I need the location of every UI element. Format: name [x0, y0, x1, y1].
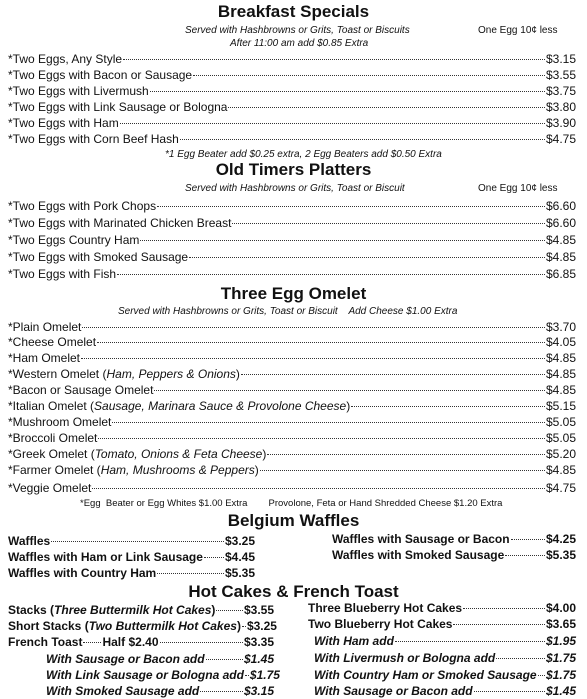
- menu-item: Stacks (Three Buttermilk Hot Cakes) $3.55: [8, 603, 274, 617]
- old-timers-served-note: Served with Hashbrowns or Grits, Toast or Biscuit: [185, 183, 405, 194]
- menu-item: Short Stacks (Two Buttermilk Hot Cakes) $3.25: [8, 619, 277, 633]
- menu-item: *Broccoli Omelet $5.05: [8, 431, 576, 445]
- menu-item: *Two Eggs with Ham $3.90: [8, 116, 576, 130]
- breakfast-footnote: *1 Egg Beater add $0.25 extra, 2 Egg Beaters add $0.50 Extra: [165, 149, 442, 160]
- hotcakes-title: Hot Cakes & French Toast: [188, 582, 399, 601]
- menu-item: *Two Eggs with Link Sausage or Bologna $3.80: [8, 100, 576, 114]
- menu-item: *Plain Omelet $3.70: [8, 320, 576, 334]
- menu-item: Two Blueberry Hot Cakes $3.65: [308, 617, 576, 631]
- menu-item: *Ham Omelet $4.85: [8, 351, 576, 365]
- menu-item: French Toast Half $2.40 $3.35: [8, 635, 274, 649]
- omelet-footnote: *Egg Beater or Egg Whites $1.00 Extra Provolone, Feta or Hand Shredded Cheese $1.20 Extra: [80, 498, 503, 509]
- menu-item: *Italian Omelet (Sausage, Marinara Sauce & Provolone Cheese) $5.15: [8, 399, 576, 413]
- menu-item: *Western Omelet (Ham, Peppers & Onions) $4.85: [8, 367, 576, 381]
- menu-item: *Two Eggs with Marinated Chicken Breast $6.60: [8, 216, 576, 230]
- menu-item: *Bacon or Sausage Omelet $4.85: [8, 383, 576, 397]
- menu-item: *Two Eggs Country Ham $4.85: [8, 233, 576, 247]
- menu-item: With Sausage or Bacon add $1.45: [314, 684, 576, 698]
- menu-item: *Mushroom Omelet $5.05: [8, 415, 576, 429]
- menu-item: With Country Ham or Smoked Sausage $1.75: [314, 668, 576, 682]
- menu-item: Waffles $3.25: [8, 534, 255, 548]
- menu-item: With Link Sausage or Bologna add $1.75: [46, 668, 280, 682]
- menu-item: With Ham add $1.95: [314, 634, 576, 648]
- waffles-title: Belgium Waffles: [227, 511, 360, 530]
- menu-item: *Two Eggs with Livermush $3.75: [8, 84, 576, 98]
- omelet-title: Three Egg Omelet: [220, 284, 367, 303]
- menu-item: *Two Eggs with Fish $6.85: [8, 267, 576, 281]
- menu-item: Three Blueberry Hot Cakes $4.00: [308, 601, 576, 615]
- menu-item: *Two Eggs, Any Style $3.15: [8, 52, 576, 66]
- breakfast-title: Breakfast Specials: [217, 2, 370, 21]
- menu-item: Waffles with Country Ham $5.35: [8, 566, 255, 580]
- omelet-served-note: Served with Hashbrowns or Grits, Toast or Biscuit Add Cheese $1.00 Extra: [118, 306, 458, 317]
- breakfast-after-11-note: After 11:00 am add $0.85 Extra: [230, 38, 369, 49]
- menu-item: With Livermush or Bologna add $1.75: [314, 651, 576, 665]
- menu-item: *Greek Omelet (Tomato, Onions & Feta Cheese) $5.20: [8, 447, 576, 461]
- menu-item: Waffles with Sausage or Bacon $4.25: [332, 532, 576, 546]
- menu-item: With Sausage or Bacon add $1.45: [46, 652, 274, 666]
- menu-item: *Two Eggs with Pork Chops $6.60: [8, 199, 576, 213]
- old-timers-title: Old Timers Platters: [215, 160, 372, 179]
- menu-item: Waffles with Smoked Sausage $5.35: [332, 548, 576, 562]
- menu-item: *Two Eggs with Smoked Sausage $4.85: [8, 250, 576, 264]
- menu-item: *Two Eggs with Corn Beef Hash $4.75: [8, 132, 576, 146]
- menu-item: *Two Eggs with Bacon or Sausage $3.55: [8, 68, 576, 82]
- old-timers-one-egg-note: One Egg 10¢ less: [478, 183, 558, 194]
- breakfast-served-note: Served with Hashbrowns or Grits, Toast or Biscuits: [185, 25, 410, 36]
- menu-item: Waffles with Ham or Link Sausage $4.45: [8, 550, 255, 564]
- menu-item: *Cheese Omelet $4.05: [8, 335, 576, 349]
- menu-item: *Farmer Omelet (Ham, Mushrooms & Peppers) $4.85: [8, 463, 576, 477]
- breakfast-one-egg-note: One Egg 10¢ less: [478, 25, 558, 36]
- menu-item: *Veggie Omelet $4.75: [8, 481, 576, 495]
- menu-item: With Smoked Sausage add $3.15: [46, 684, 274, 698]
